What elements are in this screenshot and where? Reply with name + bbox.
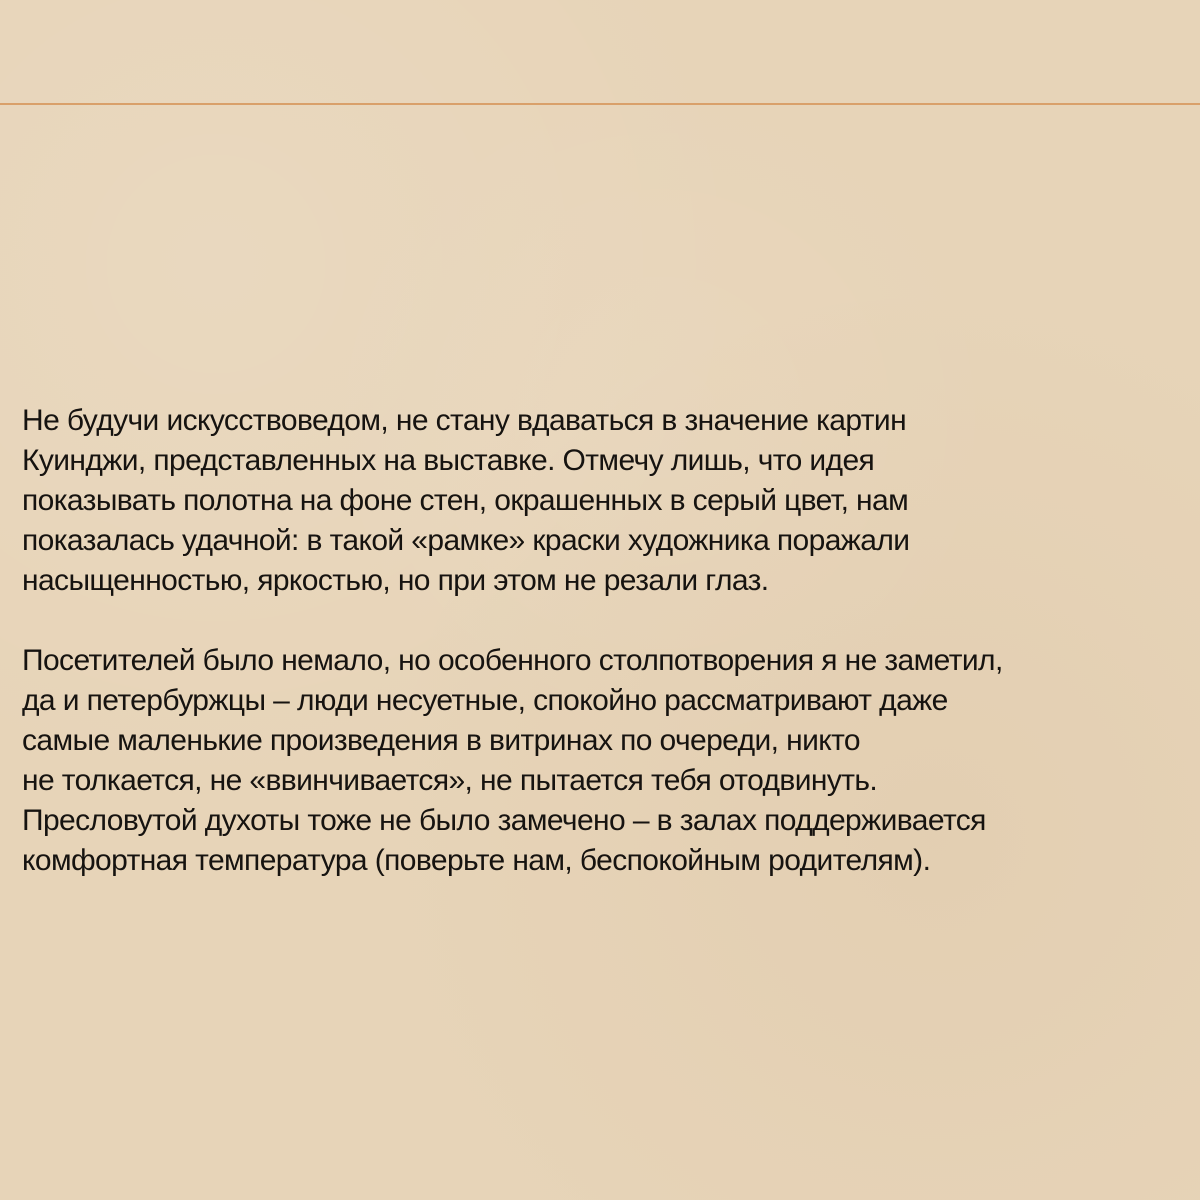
paragraph-kuindzhi-exhibition: Не будучи искусствоведом, не стану вдаваться в значение картин Куинджи, представленных на выставке. Отмечу лишь, что идея показывать полотна на фоне стен, окрашенных в серый цвет, нам показалась удачной: в такой «рамке» краски художника поражали насыщенностью, яркостью, но при этом не резали глаз. (22, 404, 910, 597)
article-body (22, 401, 1182, 881)
top-divider (0, 103, 1200, 105)
paragraph-visitors: Посетителей было немало, но особенного столпотворения я не заметил, да и петербуржцы – люди несуетные, спокойно рассматривают даже самые маленькие произведения в витринах по очереди, никто не толкается, не «ввинчивается», не пытается тебя отодвинуть. Пресловутой духоты тоже не было замечено – в залах поддерживается комфортная температура (поверьте нам, беспокойным родителям). (22, 644, 1003, 877)
